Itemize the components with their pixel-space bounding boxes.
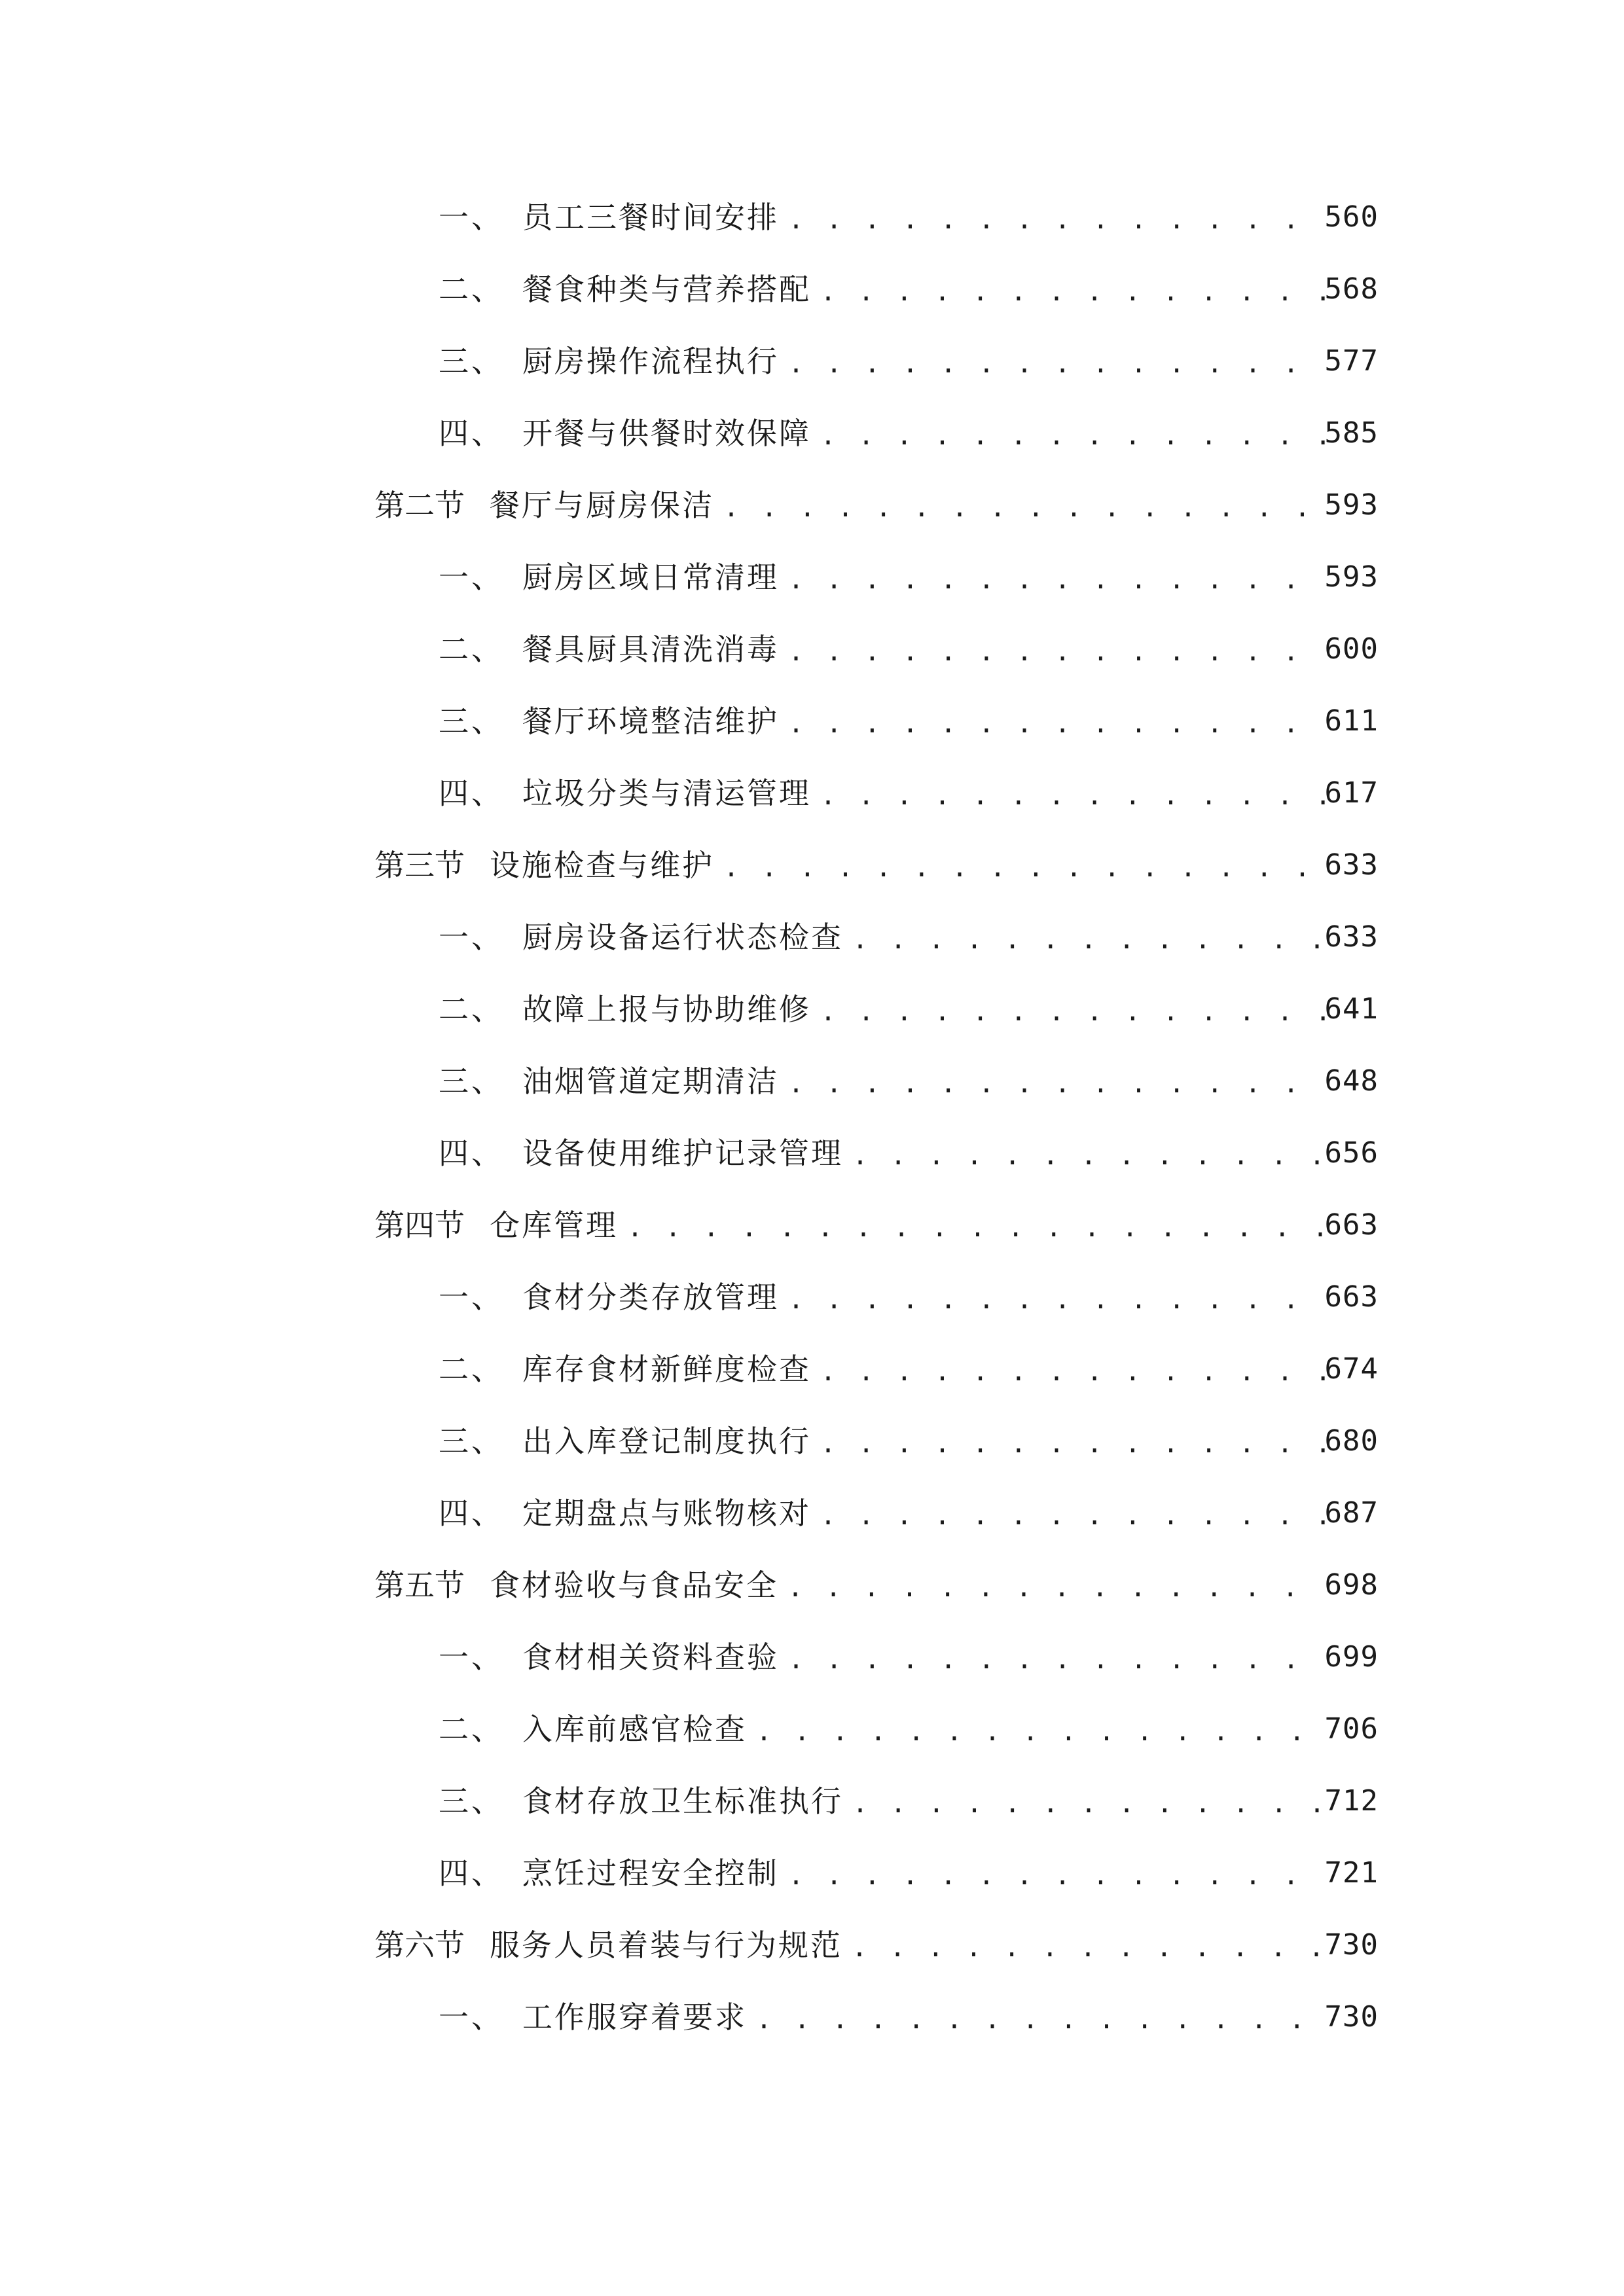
toc-entry[interactable] (439, 1847, 1379, 1899)
entry-title: 入库前感官检查 (522, 1712, 747, 1747)
entry-number: 三、 (439, 1424, 504, 1459)
toc-entry[interactable] (439, 983, 1379, 1035)
entry-page-number: 721 (1324, 1856, 1379, 1890)
toc-entry[interactable] (439, 1127, 1379, 1179)
dot-leader (811, 999, 1325, 1025)
toc-entry[interactable] (439, 335, 1379, 387)
toc-entry[interactable] (439, 1415, 1379, 1467)
section-title: 服务人员着装与行为规范 (490, 1928, 842, 1963)
entry-title: 餐食种类与营养搭配 (522, 272, 811, 307)
entry-page-number: 593 (1324, 488, 1379, 522)
toc-section-entry[interactable] (374, 1559, 1379, 1611)
entry-number: 四、 (439, 416, 504, 451)
dot-leader (779, 1287, 1325, 1313)
entry-title: 库存食材新鲜度检查 (522, 1352, 811, 1387)
dot-leader (779, 639, 1325, 665)
section-title: 餐厅与厨房保洁 (490, 488, 714, 523)
entry-page-number: 730 (1324, 1928, 1379, 1962)
entry-number: 一、 (439, 560, 504, 595)
toc-entry[interactable] (439, 623, 1379, 675)
entry-page-number: 617 (1324, 776, 1379, 810)
entry-number: 二、 (439, 992, 504, 1027)
entry-number: 四、 (439, 776, 504, 811)
entry-title: 员工三餐时间安排 (522, 200, 779, 235)
entry-page-number: 560 (1324, 200, 1379, 234)
entry-page-number: 656 (1324, 1136, 1379, 1170)
entry-page-number: 698 (1324, 1568, 1379, 1602)
section-number: 第二节 (374, 488, 465, 523)
toc-section-entry[interactable] (374, 1199, 1379, 1251)
entry-title: 厨房设备运行状态检查 (522, 920, 843, 955)
toc-entry[interactable] (439, 1631, 1379, 1683)
entry-number: 一、 (439, 200, 504, 235)
entry-number: 四、 (439, 1136, 504, 1171)
dot-leader (843, 1791, 1325, 1817)
dot-leader (843, 927, 1325, 953)
dot-leader (618, 1215, 1325, 1241)
entry-number: 三、 (439, 704, 504, 739)
toc-entry[interactable] (439, 1343, 1379, 1395)
section-number: 第三节 (374, 848, 465, 883)
dot-leader (811, 1503, 1325, 1529)
section-number: 第六节 (374, 1928, 465, 1963)
dot-leader (714, 855, 1325, 881)
dot-leader (811, 1359, 1325, 1385)
entry-number: 一、 (439, 920, 504, 955)
dot-leader (811, 423, 1325, 449)
entry-number: 一、 (439, 2000, 504, 2035)
entry-page-number: 600 (1324, 632, 1379, 666)
entry-title: 餐具厨具清洗消毒 (522, 632, 779, 667)
dot-leader (779, 567, 1325, 593)
entry-number: 四、 (439, 1496, 504, 1531)
entry-page-number: 680 (1324, 1424, 1379, 1458)
toc-section-entry[interactable] (374, 1919, 1379, 1971)
toc-entry[interactable] (439, 191, 1379, 243)
toc-entry[interactable] (439, 1775, 1379, 1827)
entry-title: 故障上报与协助维修 (522, 992, 811, 1027)
entry-page-number: 648 (1324, 1064, 1379, 1098)
toc-entry[interactable] (439, 695, 1379, 747)
toc-section-entry[interactable] (374, 479, 1379, 531)
entry-title: 食材相关资料查验 (522, 1640, 779, 1675)
entry-page-number: 568 (1324, 272, 1379, 306)
entry-page-number: 699 (1324, 1640, 1379, 1674)
entry-title: 垃圾分类与清运管理 (522, 776, 811, 811)
dot-leader (747, 1719, 1325, 1745)
section-title: 食材验收与食品安全 (490, 1568, 778, 1603)
dot-leader (811, 279, 1325, 305)
entry-number: 一、 (439, 1640, 504, 1675)
entry-number: 三、 (439, 344, 504, 379)
entry-page-number: 706 (1324, 1712, 1379, 1746)
entry-page-number: 674 (1324, 1352, 1379, 1386)
entry-number: 四、 (439, 1856, 504, 1891)
toc-entry[interactable] (439, 551, 1379, 603)
entry-title: 出入库登记制度执行 (522, 1424, 811, 1459)
toc-entry[interactable] (439, 1991, 1379, 2043)
entry-page-number: 641 (1324, 992, 1379, 1026)
toc-entry[interactable] (439, 1487, 1379, 1539)
entry-title: 定期盘点与账物核对 (522, 1496, 811, 1531)
entry-title: 厨房操作流程执行 (522, 344, 779, 379)
toc-entry[interactable] (439, 911, 1379, 963)
entry-page-number: 593 (1324, 560, 1379, 594)
dot-leader (811, 1431, 1325, 1457)
entry-number: 二、 (439, 272, 504, 307)
entry-number: 一、 (439, 1280, 504, 1315)
entry-number: 三、 (439, 1784, 504, 1819)
dot-leader (747, 2007, 1325, 2033)
entry-page-number: 687 (1324, 1496, 1379, 1530)
toc-entry[interactable] (439, 1703, 1379, 1755)
entry-title: 工作服穿着要求 (522, 2000, 747, 2035)
entry-title: 烹饪过程安全控制 (522, 1856, 779, 1891)
entry-number: 二、 (439, 1352, 504, 1387)
entry-title: 油烟管道定期清洁 (522, 1064, 779, 1099)
section-title: 仓库管理 (490, 1208, 618, 1243)
entry-page-number: 730 (1324, 2000, 1379, 2034)
entry-page-number: 611 (1324, 704, 1379, 738)
dot-leader (779, 351, 1325, 377)
entry-page-number: 663 (1324, 1280, 1379, 1314)
entry-page-number: 712 (1324, 1784, 1379, 1818)
entry-title: 食材分类存放管理 (522, 1280, 779, 1315)
dot-leader (779, 207, 1325, 233)
dot-leader (811, 783, 1325, 809)
entry-title: 设备使用维护记录管理 (522, 1136, 843, 1171)
dot-leader (778, 1575, 1325, 1601)
entry-title: 厨房区域日常清理 (522, 560, 779, 595)
section-number: 第五节 (374, 1568, 465, 1603)
toc-entry[interactable] (439, 1055, 1379, 1107)
dot-leader (843, 1143, 1325, 1169)
section-number: 第四节 (374, 1208, 465, 1243)
toc-entry[interactable] (439, 407, 1379, 459)
toc-entry[interactable] (439, 263, 1379, 315)
entry-number: 二、 (439, 632, 504, 667)
entry-page-number: 577 (1324, 344, 1379, 378)
dot-leader (842, 1935, 1325, 1961)
section-title: 设施检查与维护 (490, 848, 714, 883)
entry-page-number: 663 (1324, 1208, 1379, 1242)
dot-leader (714, 495, 1325, 521)
entry-page-number: 633 (1324, 920, 1379, 954)
entry-title: 食材存放卫生标准执行 (522, 1784, 843, 1819)
dot-leader (779, 1071, 1325, 1097)
entry-number: 三、 (439, 1064, 504, 1099)
dot-leader (779, 711, 1325, 737)
dot-leader (779, 1863, 1325, 1889)
entry-title: 餐厅环境整洁维护 (522, 704, 779, 739)
toc-entry[interactable] (439, 1271, 1379, 1323)
entry-title: 开餐与供餐时效保障 (522, 416, 811, 451)
dot-leader (779, 1647, 1325, 1673)
toc-section-entry[interactable] (374, 839, 1379, 891)
entry-number: 二、 (439, 1712, 504, 1747)
entry-page-number: 633 (1324, 848, 1379, 882)
toc-entry[interactable] (439, 767, 1379, 819)
entry-page-number: 585 (1324, 416, 1379, 450)
